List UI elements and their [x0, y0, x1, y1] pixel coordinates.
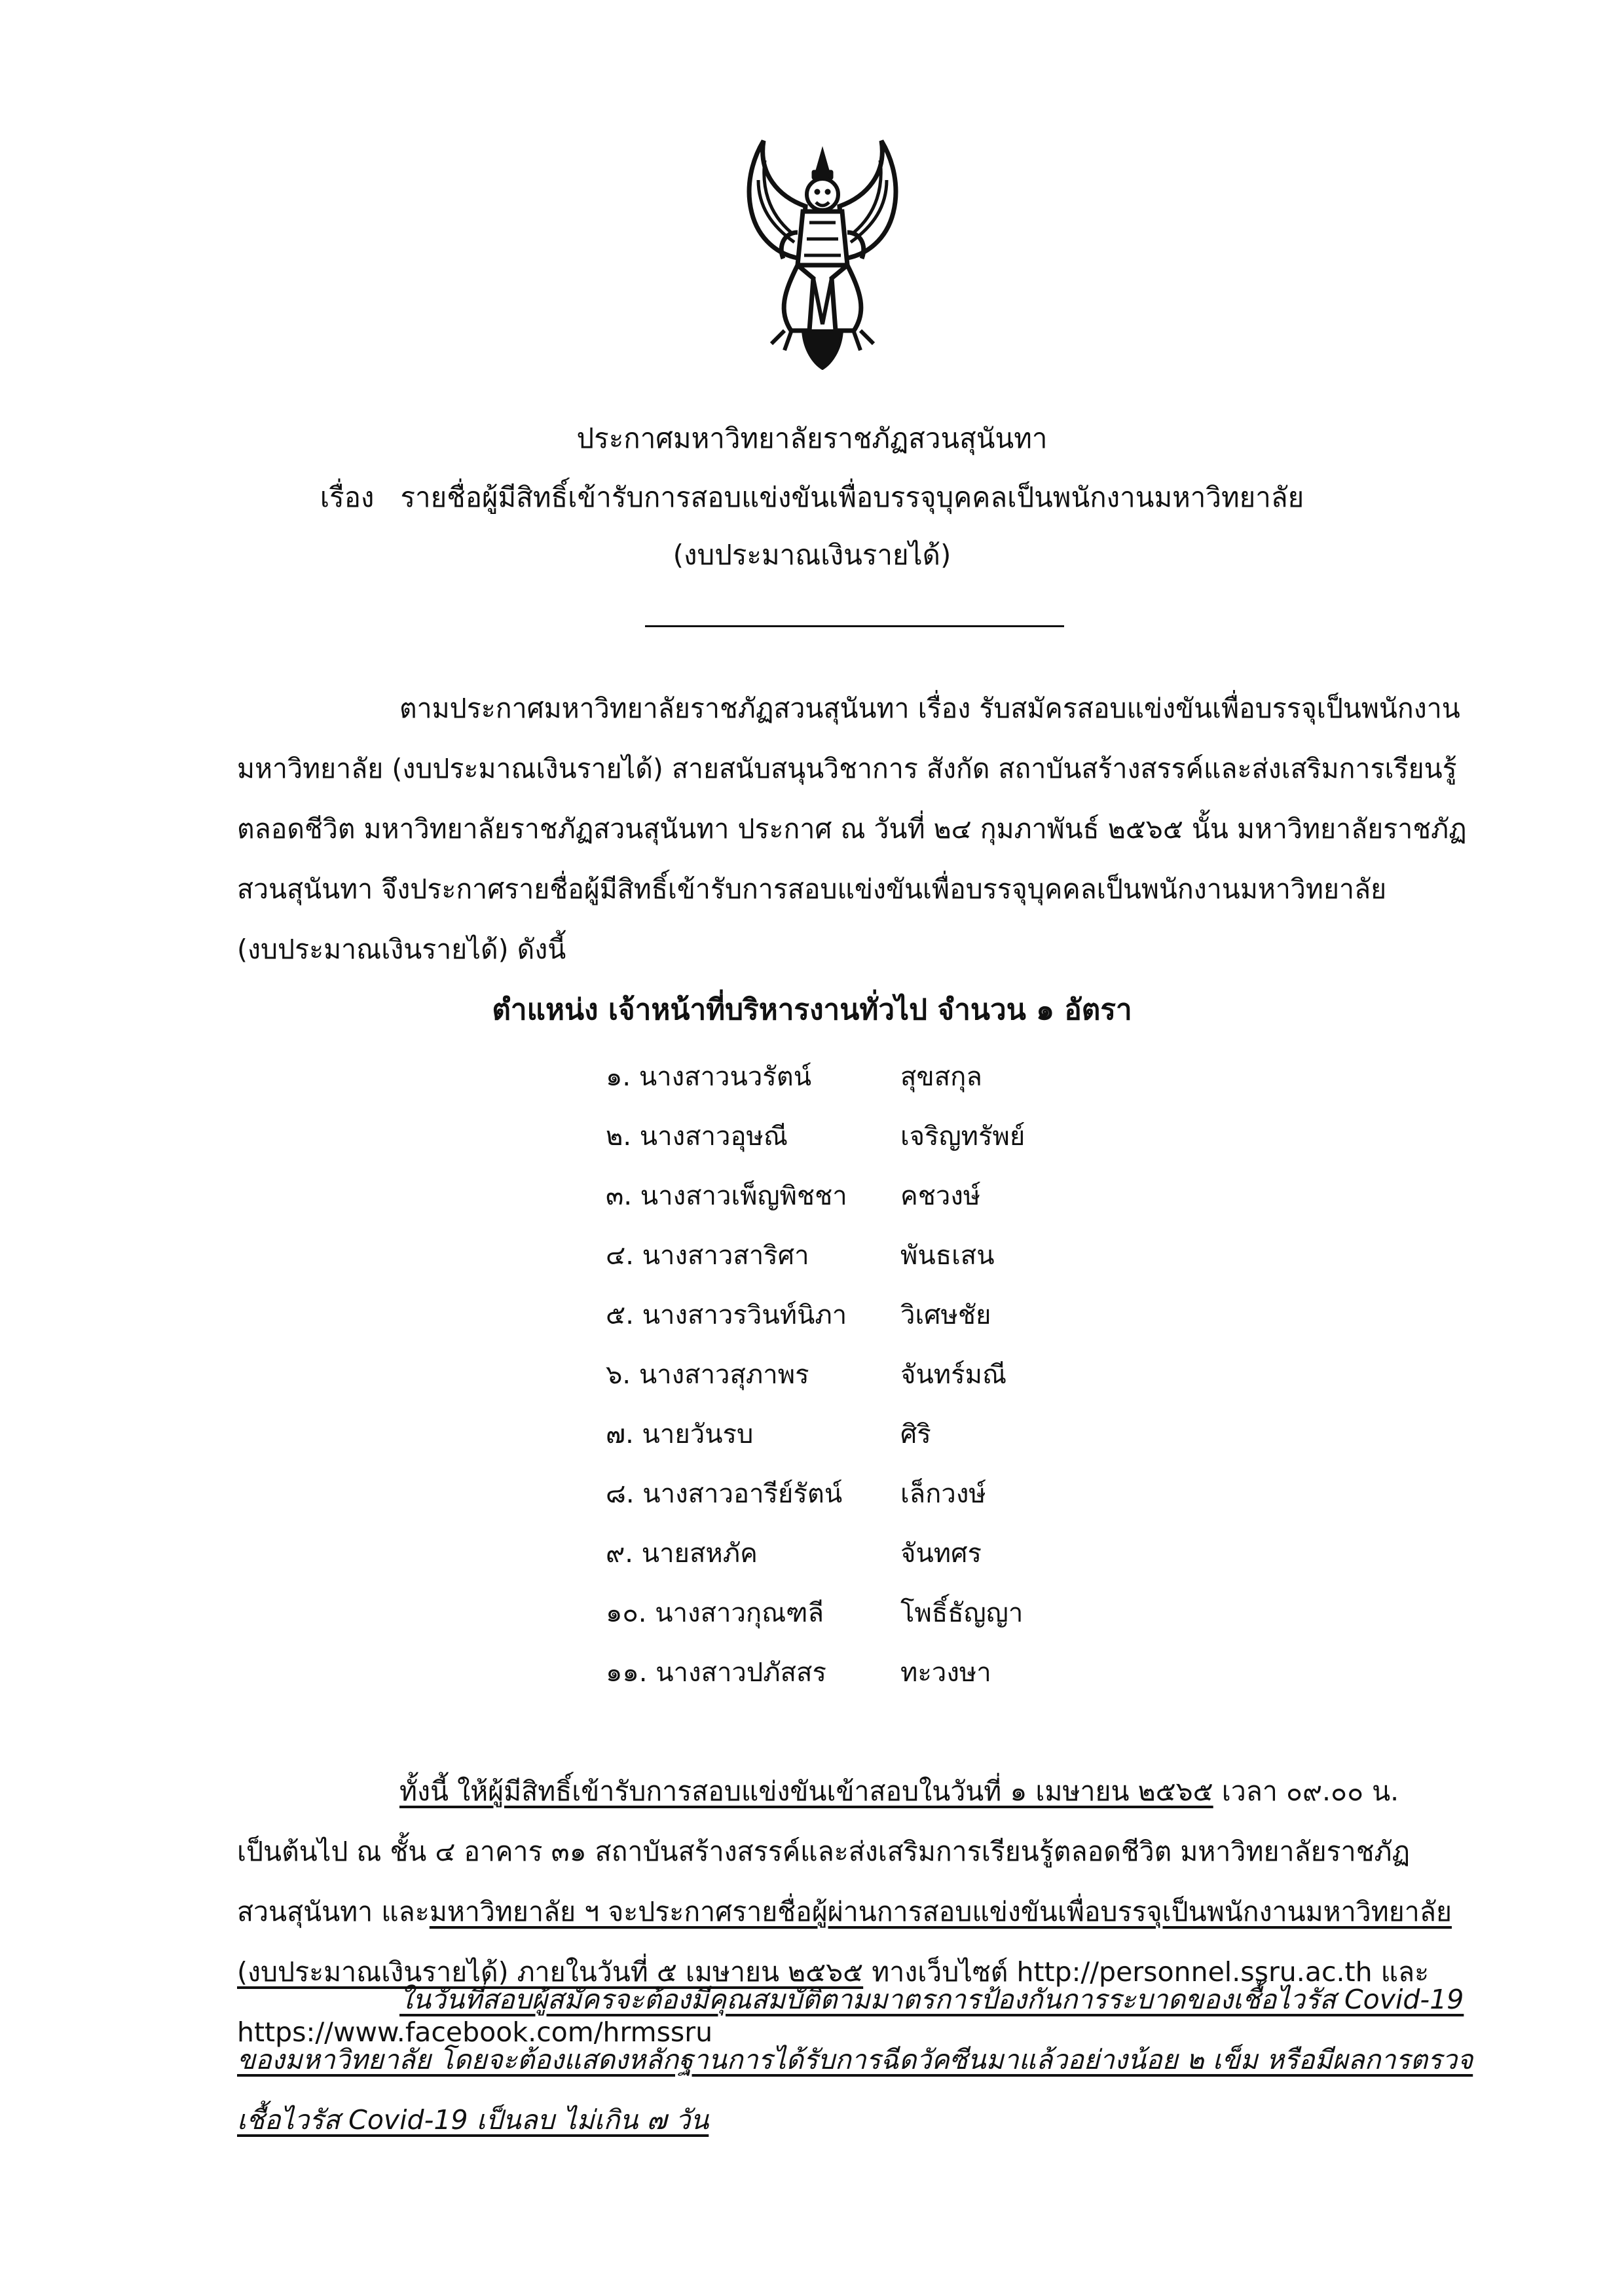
covid-line: ในวันที่สอบผู้สมัครจะต้องมีคุณสมบัติตามมาตรการป้องกันการระบาดของเชื้อไวรัส Covid-19	[399, 1984, 1464, 2015]
candidate-surname: วิเศษชัย	[900, 1300, 991, 1330]
candidate-name: ๑๐. นางสาวกุณฑลี	[606, 1598, 824, 1628]
candidate-name: ๙. นายสหภัค	[606, 1539, 758, 1569]
candidate-name: ๔. นางสาวสาริศา	[606, 1241, 809, 1271]
candidate-surname: สุขสกุล	[900, 1062, 982, 1092]
intro-line: สวนสุนันทา จึงประกาศรายชื่อผู้มีสิทธิ์เข้ารับการสอบแข่งขันเพื่อบรรจุบุคคลเป็นพนักงานมหาวิทยาลัย	[237, 873, 1387, 905]
candidate-surname: เล็กวงษ์	[900, 1479, 986, 1509]
candidate-name: ๑. นางสาวนวรัตน์	[606, 1062, 812, 1092]
intro-paragraph	[237, 678, 1481, 979]
candidate-surname: โพธิ์ธัญญา	[900, 1598, 1024, 1628]
candidate-name: ๘. นางสาวอารีย์รัตน์	[606, 1479, 843, 1509]
candidate-surname: ทะวงษา	[900, 1658, 991, 1688]
candidate-name: ๑๑. นางสาวปภัสสร	[606, 1658, 826, 1688]
intro-line: มหาวิทยาลัย (งบประมาณเงินรายได้) สายสนับสนุนวิชาการ สังกัด สถาบันสร้างสรรค์และส่งเสริมการเรียนรู้	[237, 753, 1457, 784]
intro-line: ตลอดชีวิต มหาวิทยาลัยราชภัฏสวนสุนันทา ประกาศ ณ วันที่ ๒๔ กุมภาพันธ์ ๒๕๖๕ นั้น มหาวิทยาลัยราชภัฏ	[237, 813, 1467, 845]
candidate-list	[606, 1054, 1195, 1709]
list-item	[606, 1412, 1195, 1471]
list-item	[606, 1114, 1195, 1173]
intro-line: ตามประกาศมหาวิทยาลัยราชภัฏสวนสุนันทา เรื่อง รับสมัครสอบแข่งขันเพื่อบรรจุเป็นพนักงาน	[399, 693, 1460, 724]
announcement-subject	[0, 478, 1624, 517]
garuda-emblem-icon	[732, 134, 913, 370]
exam-date-underlined: ทั้งนี้ ให้ผู้มีสิทธิ์เข้ารับการสอบแข่งขันเข้าสอบในวันที่ ๑ เมษายน ๒๕๖๕	[399, 1776, 1213, 1807]
candidate-surname: เจริญทรัพย์	[900, 1121, 1025, 1152]
covid-line: ของมหาวิทยาลัย โดยจะต้องแสดงหลักฐานการได้รับการฉีดวัคซีนมาแล้วอย่างน้อย ๒ เข็ม หรือมีผลการตรวจ	[237, 2044, 1473, 2075]
candidate-name: ๓. นางสาวเพ็ญพิชชา	[606, 1181, 847, 1211]
closing-plain: สวนสุนันทา และ	[237, 1896, 430, 1927]
list-item	[606, 1590, 1195, 1650]
covid-notice	[237, 1969, 1481, 2150]
facebook-link[interactable]: https://www.facebook.com/hrmssru	[237, 2016, 713, 2048]
list-item	[606, 1292, 1195, 1352]
candidate-surname: ศิริ	[900, 1419, 931, 1449]
candidate-name: ๖. นางสาวสุภาพร	[606, 1360, 809, 1390]
candidate-name: ๒. นางสาวอุษณี	[606, 1121, 788, 1152]
intro-line: (งบประมาณเงินรายได้) ดังนี้	[237, 934, 566, 965]
list-item	[606, 1054, 1195, 1114]
candidate-surname: พันธเสน	[900, 1241, 995, 1271]
candidate-surname: จันทศร	[900, 1539, 982, 1569]
list-item	[606, 1650, 1195, 1709]
list-item	[606, 1531, 1195, 1590]
closing-line	[237, 1761, 1481, 1821]
announcement-title: ประกาศมหาวิทยาลัยราชภัฏสวนสุนันทา	[576, 422, 1048, 454]
list-item	[606, 1173, 1195, 1233]
announcement-subtitle: (งบประมาณเงินรายได้)	[673, 539, 951, 571]
position-heading: ตำแหน่ง เจ้าหน้าที่บริหารงานทั่วไป จำนวน ๑ อัตรา	[492, 993, 1132, 1027]
website-text: ทางเว็บไซต์ http://personnel.ssru.ac.th และ	[863, 1956, 1430, 1988]
covid-line: เชื้อไวรัส Covid-19 เป็นลบ ไม่เกิน ๗ วัน	[237, 2104, 709, 2136]
results-notice-underlined: มหาวิทยาลัย ฯ จะประกาศรายชื่อผู้ผ่านการสอบแข่งขันเพื่อบรรจุเป็นพนักงานมหาวิทยาลัย	[429, 1896, 1452, 1927]
results-date-underlined: (งบประมาณเงินรายได้) ภายในวันที่ ๕ เมษายน ๒๕๖๕	[237, 1956, 864, 1988]
candidate-name: ๗. นายวันรบ	[606, 1419, 754, 1449]
candidate-name: ๕. นางสาวรวินท์นิภา	[606, 1300, 847, 1330]
subject-label: เรื่อง	[320, 481, 375, 513]
title-divider	[645, 625, 1064, 627]
candidate-surname: คชวงษ์	[900, 1181, 981, 1211]
list-item	[606, 1352, 1195, 1412]
candidate-surname: จันทร์มณี	[900, 1360, 1007, 1390]
list-item	[606, 1471, 1195, 1531]
closing-line: เป็นต้นไป ณ ชั้น ๔ อาคาร ๓๑ สถาบันสร้างสรรค์และส่งเสริมการเรียนรู้ตลอดชีวิต มหาวิทยาลัยราชภัฏ	[237, 1836, 1411, 1867]
exam-time: เวลา ๐๙.๐๐ น.	[1213, 1776, 1399, 1807]
subject-text: รายชื่อผู้มีสิทธิ์เข้ารับการสอบแข่งขันเพื่อบรรจุบุคคลเป็นพนักงานมหาวิทยาลัย	[400, 481, 1304, 513]
list-item	[606, 1233, 1195, 1292]
closing-line	[237, 1882, 1481, 1942]
